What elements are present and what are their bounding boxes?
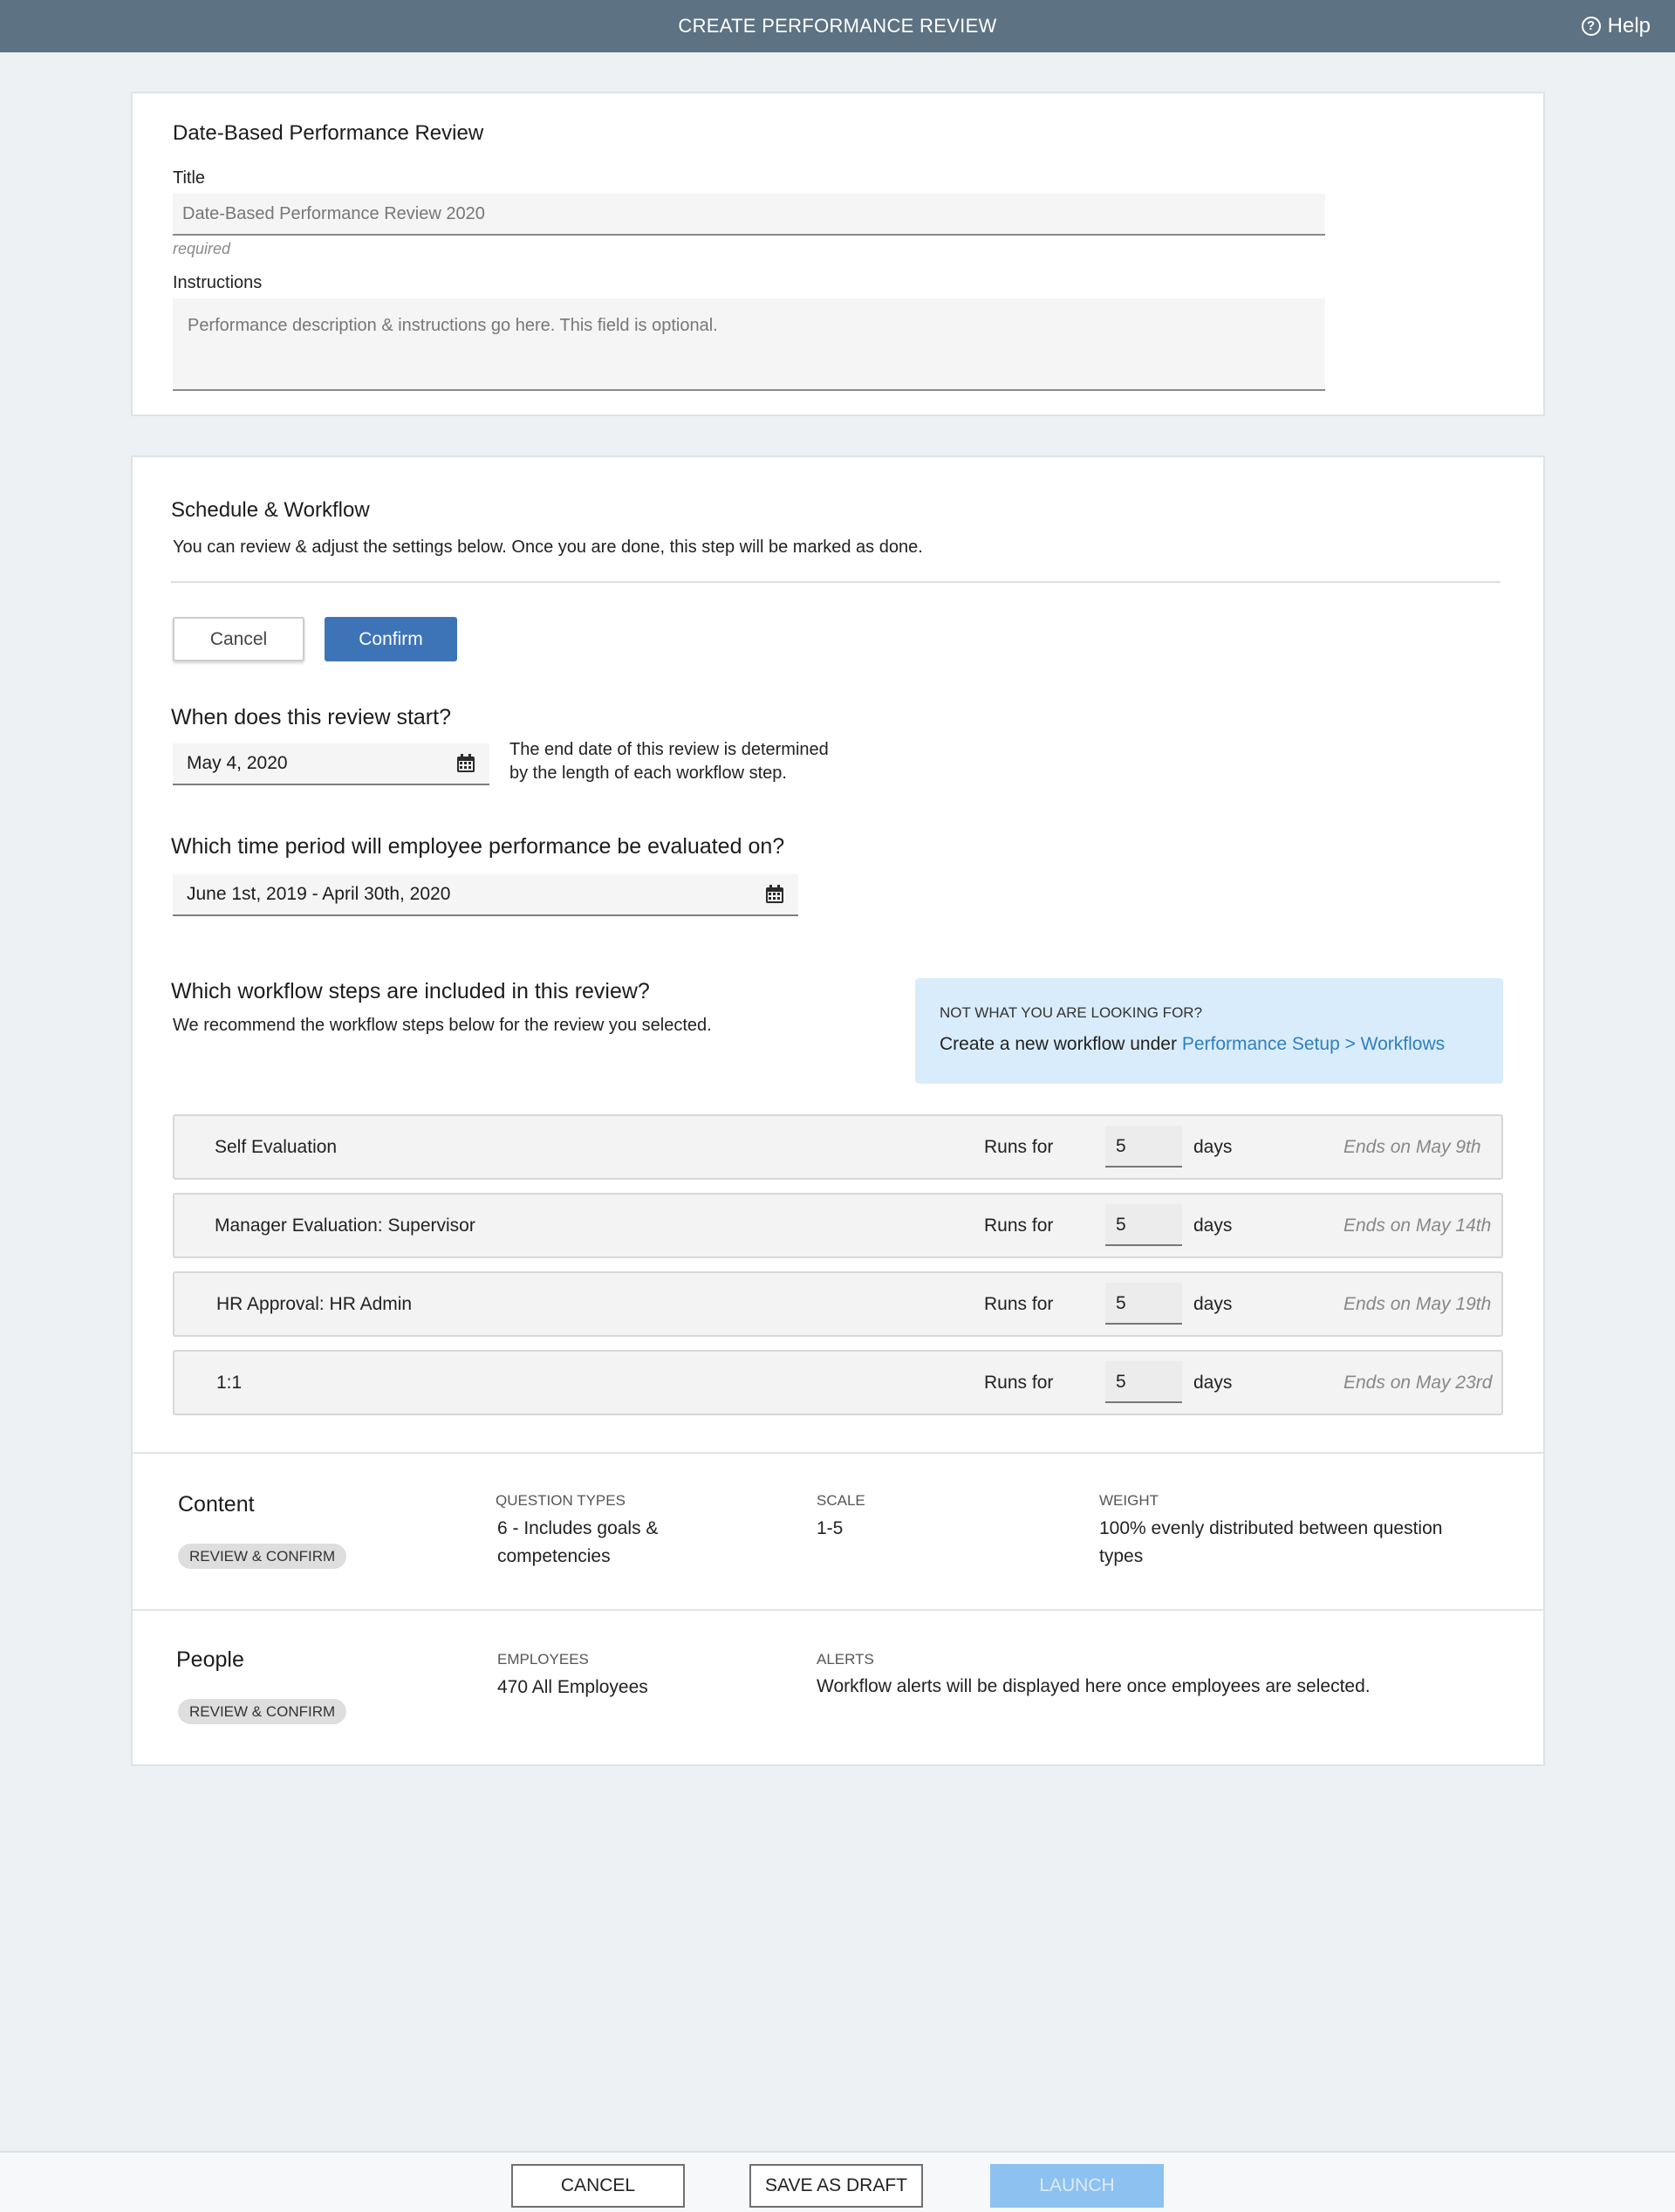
app-header: [0, 0, 1675, 52]
runs-for-label: Runs for: [984, 1216, 1054, 1236]
content-divider: [133, 1452, 1543, 1454]
employees-caption: EMPLOYEES: [497, 1651, 589, 1668]
content-review-badge[interactable]: REVIEW & CONFIRM: [178, 1544, 346, 1569]
people-title: People: [176, 1647, 244, 1672]
instructions-label: Instructions: [173, 273, 263, 292]
info-text-prefix: Create a new workflow under: [940, 1034, 1182, 1054]
workflow-step: [173, 1193, 1503, 1258]
workflow-info-box: [915, 978, 1503, 1084]
runs-for-label: Runs for: [984, 1137, 1054, 1157]
help-circle-icon: ?: [1582, 17, 1601, 36]
footer-action-bar: [0, 2151, 1675, 2212]
question-types-line2: competencies: [497, 1546, 611, 1566]
schedule-description: You can review & adjust the settings below. Once you are done, this step will be marked as done.: [173, 538, 923, 557]
step-name: Manager Evaluation: Supervisor: [215, 1216, 475, 1236]
review-details-card: [131, 92, 1545, 416]
step-end-date: Ends on May 23rd: [1343, 1373, 1493, 1393]
confirm-button[interactable]: Confirm: [325, 617, 457, 661]
question-types-line1: 6 - Includes goals &: [497, 1518, 659, 1538]
question-types-caption: QUESTION TYPES: [496, 1492, 626, 1509]
review-heading: Date-Based Performance Review: [173, 121, 484, 145]
step-days-input[interactable]: 5: [1105, 1283, 1182, 1325]
required-hint: required: [173, 240, 231, 257]
people-divider: [133, 1609, 1543, 1611]
scale-caption: SCALE: [817, 1492, 865, 1509]
workflow-step: [173, 1350, 1503, 1415]
weight-line2: types: [1099, 1546, 1144, 1566]
weight-caption: WEIGHT: [1099, 1492, 1159, 1509]
start-question: When does this review start?: [171, 705, 451, 729]
step-name: HR Approval: HR Admin: [216, 1294, 413, 1314]
calendar-icon[interactable]: [456, 754, 475, 773]
alerts-value: Workflow alerts will be displayed here once employees are selected.: [817, 1676, 1371, 1696]
help-button[interactable]: [1582, 10, 1651, 42]
period-date-range-picker[interactable]: [173, 874, 798, 916]
instructions-textarea[interactable]: Performance description & instructions go here. This field is optional.: [173, 298, 1325, 391]
launch-button[interactable]: LAUNCH: [990, 2164, 1164, 2208]
steps-question: Which workflow steps are included in this review?: [171, 979, 650, 1003]
workflows-link[interactable]: Performance Setup > Workflows: [1181, 1034, 1446, 1054]
step-days-input[interactable]: 5: [1105, 1361, 1182, 1403]
start-date-value: May 4, 2020: [187, 753, 288, 773]
save-as-draft-button[interactable]: SAVE AS DRAFT: [749, 2164, 923, 2208]
step-end-date: Ends on May 9th: [1343, 1137, 1481, 1157]
title-label: Title: [173, 168, 206, 188]
start-date-picker[interactable]: [173, 743, 489, 785]
calendar-icon[interactable]: [765, 885, 784, 904]
period-question: Which time period will employee performance be evaluated on?: [171, 834, 785, 859]
step-end-date: Ends on May 14th: [1343, 1216, 1492, 1236]
title-input[interactable]: Date-Based Performance Review 2020: [173, 194, 1325, 236]
schedule-heading: Schedule & Workflow: [171, 498, 370, 522]
scale-value: 1-5: [817, 1518, 844, 1538]
weight-value: [1099, 1515, 1442, 1571]
help-label: Help: [1607, 14, 1651, 38]
weight-line1: 100% evenly distributed between question: [1099, 1518, 1443, 1538]
end-date-note-line1: The end date of this review is determined: [509, 740, 829, 759]
step-days-input[interactable]: 5: [1105, 1126, 1182, 1168]
step-name: 1:1: [216, 1373, 243, 1393]
days-label: days: [1193, 1294, 1233, 1314]
cancel-button[interactable]: Cancel: [173, 617, 304, 661]
steps-subtext: We recommend the workflow steps below for the review you selected.: [173, 1016, 712, 1035]
period-value: June 1st, 2019 - April 30th, 2020: [187, 884, 451, 904]
end-date-note: [509, 738, 829, 785]
question-types-value: [497, 1515, 658, 1571]
footer-cancel-button[interactable]: CANCEL: [511, 2164, 685, 2208]
end-date-note-line2: by the length of each workflow step.: [509, 764, 787, 783]
runs-for-label: Runs for: [984, 1373, 1054, 1393]
workflow-step: [173, 1114, 1503, 1180]
days-label: days: [1193, 1137, 1233, 1157]
people-review-badge[interactable]: REVIEW & CONFIRM: [178, 1699, 346, 1724]
info-text: [940, 1034, 1445, 1055]
step-days-input[interactable]: 5: [1105, 1204, 1182, 1246]
step-end-date: Ends on May 19th: [1343, 1294, 1492, 1314]
employees-value: 470 All Employees: [497, 1677, 648, 1697]
schedule-workflow-card: [131, 455, 1545, 1766]
days-label: days: [1193, 1373, 1233, 1393]
section-divider: [171, 581, 1501, 583]
days-label: days: [1193, 1216, 1233, 1236]
alerts-caption: ALERTS: [817, 1651, 874, 1668]
content-title: Content: [178, 1492, 255, 1517]
runs-for-label: Runs for: [984, 1294, 1054, 1314]
step-name: Self Evaluation: [215, 1137, 338, 1157]
page-title: CREATE PERFORMANCE REVIEW: [678, 15, 997, 37]
workflow-step: [173, 1271, 1503, 1337]
info-caption: NOT WHAT YOU ARE LOOKING FOR?: [940, 1004, 1203, 1021]
